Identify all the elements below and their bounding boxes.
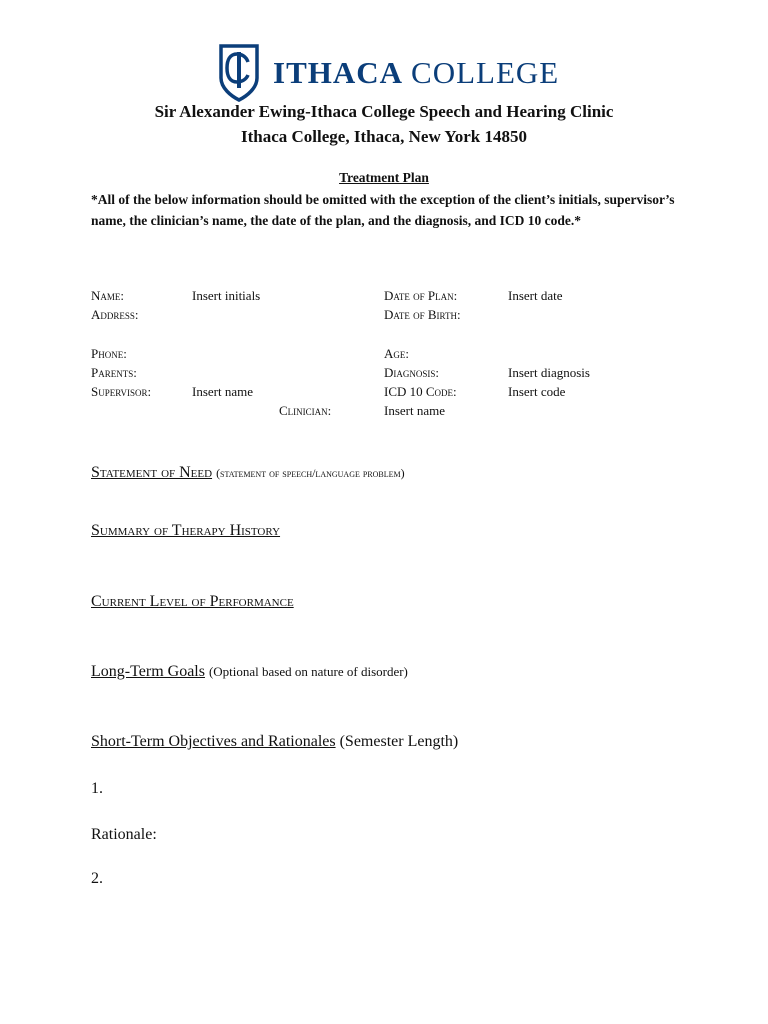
clinician-label: Clinician: <box>279 403 332 418</box>
long-term-goals-subtitle: (Optional based on nature of disorder) <box>208 664 408 679</box>
diagnosis-label: Diagnosis: <box>384 365 440 380</box>
therapy-history-heading: Summary of Therapy History <box>91 522 281 539</box>
logo-word-ithaca: ITHACA <box>273 55 404 90</box>
icd-code-value: Insert code <box>508 384 566 399</box>
address-label: Address: <box>91 307 139 322</box>
date-of-birth-label: Date of Birth: <box>384 307 461 322</box>
omission-note: *All of the below information should be omitted with the exception of the client’s initials, supervisor’s name, the clinician’s name, the date of the plan, and the diagnosis, and ICD 10 code.* <box>91 192 675 228</box>
statement-of-need-subtitle: (statement of speech/language problem) <box>216 466 405 480</box>
long-term-goals-section <box>91 663 408 681</box>
clinic-name-heading: Sir Alexander Ewing-Ithaca College Speech and Hearing Clinic <box>154 102 614 121</box>
ithaca-college-logo <box>219 44 559 102</box>
date-of-plan-value: Insert date <box>508 288 563 303</box>
supervisor-label: Supervisor: <box>91 384 152 399</box>
statement-of-need-heading: Statement of Need <box>91 464 213 481</box>
objective-number-1: 1. <box>91 780 103 797</box>
rationale-label: Rationale: <box>91 826 157 843</box>
short-term-objectives-heading: Short-Term Objectives and Rationales <box>91 733 336 750</box>
name-value: Insert initials <box>192 288 261 303</box>
statement-of-need-section <box>91 464 405 482</box>
phone-label: Phone: <box>91 346 127 361</box>
therapy-history-section <box>91 522 280 540</box>
objective-number-2: 2. <box>91 870 103 887</box>
page-title: Treatment Plan <box>339 170 429 185</box>
name-label: Name: <box>91 288 124 303</box>
date-of-plan-label: Date of Plan: <box>384 288 458 303</box>
supervisor-value: Insert name <box>192 384 254 399</box>
short-term-objectives-section <box>91 733 458 751</box>
clinician-value: Insert name <box>384 403 446 418</box>
short-term-objectives-subtitle: (Semester Length) <box>339 733 459 750</box>
parents-label: Parents: <box>91 365 137 380</box>
icd-code-label: ICD 10 Code: <box>384 384 457 399</box>
performance-heading: Current Level of Performance <box>91 593 294 610</box>
clinic-address-heading: Ithaca College, Ithaca, New York 14850 <box>241 127 527 146</box>
logo-wordmark <box>273 55 559 91</box>
long-term-goals-heading: Long-Term Goals <box>91 663 205 680</box>
diagnosis-value: Insert diagnosis <box>508 365 590 380</box>
performance-section <box>91 593 294 611</box>
shield-logo-icon <box>219 44 259 102</box>
age-label: Age: <box>384 346 409 361</box>
logo-word-college: COLLEGE <box>411 55 560 90</box>
